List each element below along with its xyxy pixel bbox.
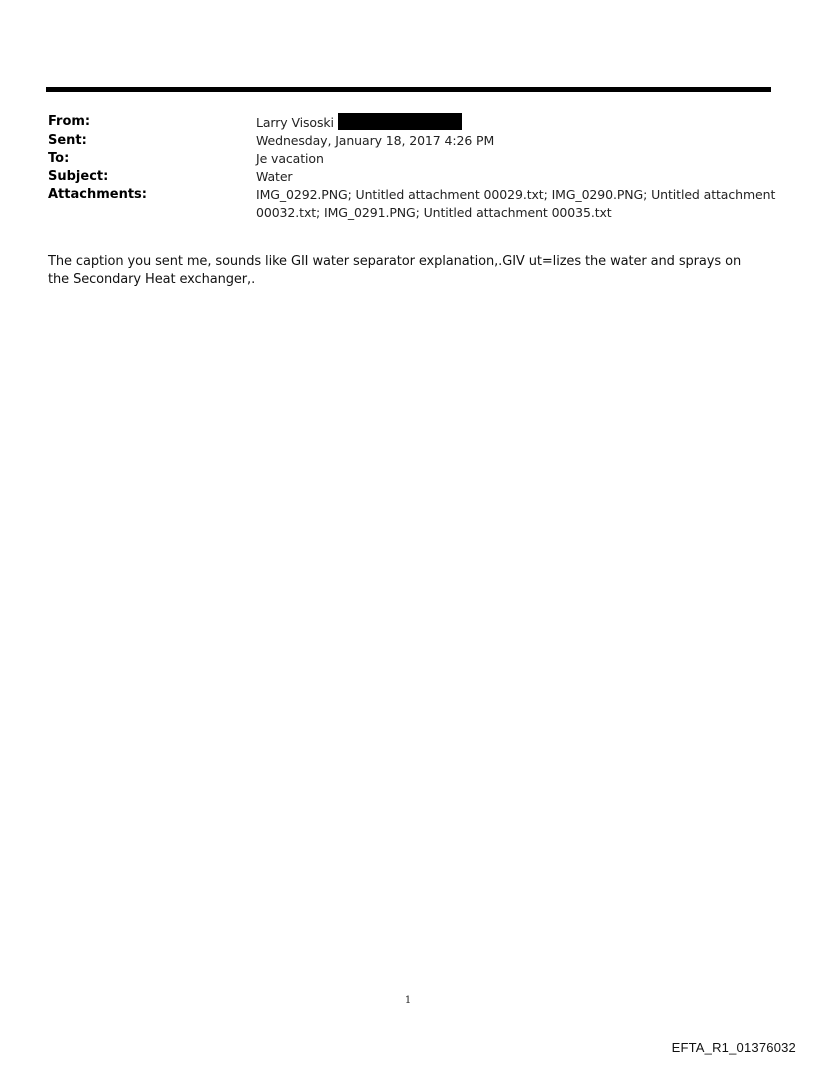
sent-label: Sent: <box>48 133 87 148</box>
from-value <box>256 113 778 132</box>
sender-name: Larry Visoski <box>256 115 334 130</box>
email-header <box>48 113 778 222</box>
subject-value: Water <box>256 169 293 184</box>
sent-value: Wednesday, January 18, 2017 4:26 PM <box>256 133 495 148</box>
subject-label: Subject: <box>48 169 109 184</box>
header-row-subject <box>48 168 778 186</box>
attachments-label: Attachments: <box>48 187 147 202</box>
to-value: Je vacation <box>256 151 324 166</box>
page-number: 1 <box>404 995 412 1006</box>
document-id: EFTA_R1_01376032 <box>671 1040 796 1055</box>
header-row-from <box>48 113 778 132</box>
header-row-to <box>48 150 778 168</box>
redaction-box <box>338 113 462 130</box>
header-divider <box>46 87 771 92</box>
email-body: The caption you sent me, sounds like GII water separator explanation,.GIV ut=lizes the water and sprays on the Secondary Heat exchanger,. <box>48 254 742 287</box>
header-row-attachments <box>48 186 778 222</box>
to-label: To: <box>48 151 70 166</box>
from-label: From: <box>48 114 91 129</box>
header-row-sent <box>48 132 778 150</box>
attachments-value: IMG_0292.PNG; Untitled attachment 00029.txt; IMG_0290.PNG; Untitled attachment 00032.txt; IMG_0291.PNG; Untitled attachment 00035.txt <box>256 187 776 220</box>
